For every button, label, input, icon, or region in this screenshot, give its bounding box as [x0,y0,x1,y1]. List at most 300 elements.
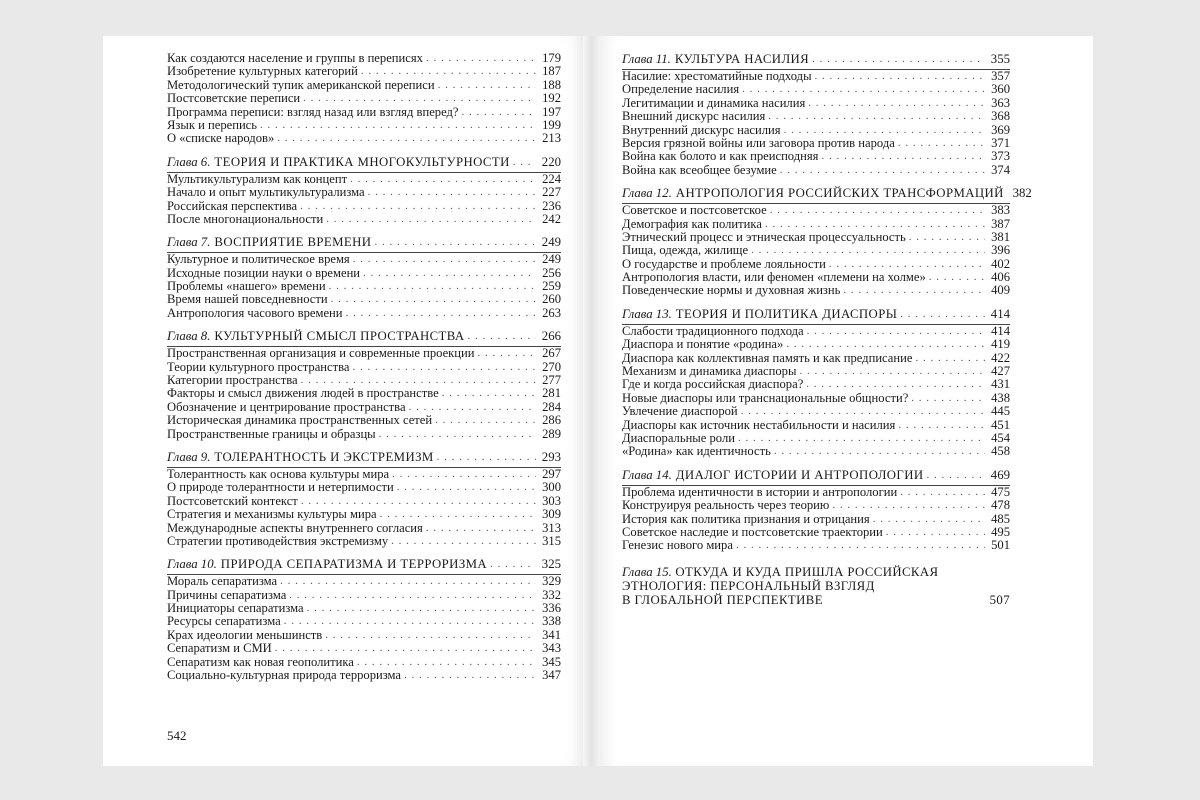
chapter-title: ДИАЛОГ ИСТОРИИ И АНТРОПОЛОГИИ [675,467,924,482]
dot-leader [397,481,536,494]
dot-leader [873,513,985,526]
toc-entry-page: 387 [991,216,1010,231]
dot-leader [741,405,985,418]
toc-entry-title: Антропология часового времени [167,305,343,320]
toc-entry-title: Слабости традиционного подхода [622,323,804,338]
toc-entry-page: 281 [542,386,561,401]
chapter-title: ТЕОРИЯ И ПРАКТИКА МНОГОКУЛЬТУРНОСТИ [214,154,510,169]
toc-entry-title: Увлечение диаспорой [622,404,738,419]
dot-leader [898,419,985,432]
chapter-page-number: 293 [541,449,561,464]
chapter-title: КУЛЬТУРНЫЙ СМЫСЛ ПРОСТРАНСТВА [214,329,465,344]
toc-entry-title: Инициаторы сепаратизма [167,601,304,616]
toc-entry-title: Пространственные границы и образцы [167,426,376,441]
toc-entry-title: Постсоветский контекст [167,493,298,508]
toc-entry [622,392,1010,405]
dot-leader [437,450,536,464]
toc-entry [622,244,1010,257]
dot-leader [806,378,985,391]
toc-entry [622,513,1010,526]
toc-entry [167,629,561,642]
dot-leader [478,347,536,360]
dot-leader [301,495,536,508]
chapter-label: Глава 8. [167,329,211,344]
toc-entry-title: Категории пространства [167,373,298,388]
toc-entry [622,271,1010,284]
toc-entry-page: 313 [542,520,561,535]
dot-leader [289,589,536,602]
toc-entry-title: Диаспоральные роли [622,430,735,445]
toc-entry-page: 414 [991,323,1010,338]
toc-entry [622,137,1010,150]
dot-leader [361,65,536,78]
toc-entry [167,173,561,186]
dot-leader [927,468,986,482]
toc-entry [622,218,1010,231]
toc-entry [167,213,561,226]
toc-entry-page: 458 [991,444,1010,459]
dot-leader [353,361,536,374]
toc-entry-page: 179 [542,50,561,65]
toc-entry-page: 373 [991,149,1010,164]
toc-entry-page: 249 [542,252,561,267]
toc-entry [167,495,561,508]
toc-entry-title: Война как болото и как преисподняя [622,149,819,164]
toc-entry-title: Пища, одежда, жилище [622,243,749,258]
toc-entry-title: Обозначение и центрирование пространства [167,399,406,414]
dot-leader [843,284,985,297]
toc-entry [167,414,561,427]
toc-entry-page: 369 [991,122,1010,137]
toc-entry-page: 338 [542,614,561,629]
toc-entry-title: Определение насилия [622,82,740,97]
dot-leader [765,218,985,231]
dot-leader [331,293,536,306]
dot-leader [832,499,985,512]
toc-entry-page: 303 [542,493,561,508]
toc-entry-page: 297 [542,466,561,481]
toc-entry [167,119,561,132]
toc-entry-title: Ресурсы сепаратизма [167,614,281,629]
dot-leader [808,97,985,110]
dot-leader [898,137,985,150]
dot-leader [329,280,536,293]
chapter-title: АНТРОПОЛОГИЯ РОССИЙСКИХ ТРАНСФОРМАЦИЙ [675,186,1004,201]
chapter-page-number: 414 [990,306,1010,321]
chapter-title: КУЛЬТУРА НАСИЛИЯ [674,52,810,66]
dot-leader [738,432,985,445]
chapter-title: ТЕОРИЯ И ПОЛИТИКА ДИАСПОРЫ [675,306,898,321]
toc-entry-title: Методологический тупик американской переписи [167,77,435,92]
toc-entry-title: Диаспора как коллективная память и как предписание [622,350,913,365]
dot-leader [368,186,536,199]
chapter-page-number: 266 [541,329,561,344]
toc-chapter-heading [167,155,561,169]
toc-entry [167,347,561,360]
toc-entry [622,499,1010,512]
toc-entry-page: 454 [991,430,1010,445]
toc-entry [622,338,1010,351]
toc-entry [167,293,561,306]
toc-entry-title: Где и когда российская диаспора? [622,377,804,392]
toc-entry-page: 270 [542,359,561,374]
dot-leader [900,486,985,499]
page-number: 542 [167,728,187,743]
toc-entry-page: 357 [991,68,1010,83]
toc-entry-title: О «списке народов» [167,131,275,146]
toc-entry-page: 445 [991,404,1010,419]
toc-entry [622,83,1010,96]
toc-entry-page: 363 [991,95,1010,110]
toc-right-column [622,52,1032,607]
toc-entry [167,92,561,105]
toc-entry-title: Теории культурного пространства [167,359,350,374]
toc-entry [622,445,1010,458]
toc-entry [167,656,561,669]
dot-leader [260,119,536,132]
dot-leader [770,204,985,217]
toc-entry-page: 451 [991,417,1010,432]
dot-leader [438,79,536,92]
toc-entry-title: Диаспора и понятие «родина» [622,337,784,352]
toc-chapter-heading [622,565,1010,607]
toc-chapter-heading [622,52,1010,66]
toc-entry [167,186,561,199]
dot-leader [751,244,985,257]
toc-entry [622,526,1010,539]
dot-leader [736,539,985,552]
toc-entry-title: Факторы и смысл движения людей в пространстве [167,386,439,401]
toc-entry-page: 381 [991,229,1010,244]
toc-entry-title: Крах идеологии меньшинств [167,627,323,642]
toc-entry-page: 260 [542,292,561,307]
chapter-page-number: 469 [990,467,1010,482]
toc-entry-title: Механизм и динамика диаспоры [622,364,797,379]
chapter-page-number: 249 [541,235,561,250]
dot-leader [442,387,536,400]
dot-leader [391,535,536,548]
toc-entry-title: Пространственная организация и современные проекции [167,346,475,361]
dot-leader [909,231,985,244]
chapter-label: Глава 6. [167,154,211,169]
dot-leader [426,522,536,535]
toc-entry-page: 199 [542,117,561,132]
dot-leader [392,468,536,481]
dot-leader [774,445,985,458]
toc-entry-page: 431 [991,377,1010,392]
dot-leader [379,428,536,441]
dot-leader [784,124,985,137]
toc-entry-page: 277 [542,373,561,388]
toc-entry [167,669,561,682]
toc-entry-title: Сепаратизм как новая геополитика [167,654,354,669]
toc-entry [167,481,561,494]
toc-entry-title: Насилие: хрестоматийные подходы [622,68,812,83]
toc-entry-title: Демография как политика [622,216,762,231]
toc-entry [622,365,1010,378]
toc-left-column [167,52,561,682]
toc-entry-title: Поведенческие нормы и духовная жизнь [622,283,841,298]
toc-entry-title: «Родина» как идентичность [622,444,771,459]
toc-entry-title: Война как всеобщее безумие [622,162,777,177]
toc-entry [167,602,561,615]
toc-entry-page: 259 [542,279,561,294]
toc-entry-page: 188 [542,77,561,92]
dot-leader [886,526,985,539]
toc-entry-page: 289 [542,426,561,441]
toc-entry [622,284,1010,297]
toc-entry-page: 501 [991,538,1010,553]
toc-entry-page: 371 [991,135,1010,150]
toc-entry [622,124,1010,137]
toc-entry [167,535,561,548]
toc-entry-title: Культурное и политическое время [167,252,350,267]
toc-entry-title: Российская перспектива [167,198,298,213]
toc-entry-page: 396 [991,243,1010,258]
toc-entry [167,361,561,374]
toc-entry-page: 227 [542,185,561,200]
toc-chapter-heading [622,468,1010,482]
dot-leader [284,615,536,628]
toc-chapter-heading [167,235,561,249]
toc-entry-page: 374 [991,162,1010,177]
toc-entry-title: О государстве и проблеме лояльности [622,256,826,271]
toc-entry-title: Версия грязной войны или заговора против народа [622,135,895,150]
dot-leader [404,669,536,682]
toc-entry-page: 224 [542,171,561,186]
toc-entry [167,307,561,320]
dot-leader [409,401,536,414]
chapter-page-number: 507 [989,592,1010,607]
toc-entry-title: Мультикультурализм как концепт [167,171,348,186]
toc-entry-title: Постсоветские переписи [167,91,301,106]
chapter-title: ПРИРОДА СЕПАРАТИЗМА И ТЕРРОРИЗМА [220,557,488,572]
dot-leader [786,338,985,351]
chapter-title: ВОСПРИЯТИЕ ВРЕМЕНИ [214,235,372,250]
toc-entry-page: 409 [991,283,1010,298]
dot-leader [374,235,536,249]
right-page [600,36,1093,766]
toc-entry [622,204,1010,217]
toc-entry-title: Генезис нового мира [622,538,733,553]
dot-leader [350,173,536,186]
toc-entry [622,97,1010,110]
dot-leader [807,325,985,338]
toc-entry [167,374,561,387]
toc-entry-title: Как создаются население и группы в переписях [167,50,423,65]
chapter-label: Глава 9. [167,449,211,464]
dot-leader [307,602,536,615]
toc-entry [167,253,561,266]
toc-entry-title: Легитимации и динамика насилия [622,95,806,110]
toc-entry-page: 286 [542,413,561,428]
dot-leader [346,307,536,320]
toc-entry-page: 402 [991,256,1010,271]
toc-entry-title: Антропология власти, или феномен «племени на холме» [622,270,926,285]
dot-leader [821,150,985,163]
toc-entry-page: 368 [991,109,1010,124]
dot-leader [325,629,536,642]
toc-entry [167,200,561,213]
toc-chapter-heading [167,557,561,571]
toc-entry-title: Внешний дискурс насилия [622,109,766,124]
dot-leader [812,52,985,66]
toc-entry-page: 485 [991,511,1010,526]
toc-entry-page: 419 [991,337,1010,352]
toc-entry [167,387,561,400]
toc-entry-title: Исходные позиции науки о времени [167,265,361,280]
toc-entry [167,642,561,655]
dot-leader [357,656,536,669]
toc-entry-page: 332 [542,587,561,602]
toc-entry-page: 438 [991,390,1010,405]
toc-entry-page: 341 [542,627,561,642]
toc-entry-title: Диаспоры как источник нестабильности и насилия [622,417,896,432]
toc-entry [622,432,1010,445]
toc-entry-page: 242 [542,211,561,226]
toc-entry [622,110,1010,123]
toc-entry-page: 422 [991,350,1010,365]
toc-entry-title: Советское наследие и постсоветские траектории [622,524,883,539]
toc-entry [167,508,561,521]
toc-entry-title: Этнический процесс и этническая процессуальность [622,229,906,244]
toc-entry [167,79,561,92]
toc-entry [622,486,1010,499]
dot-leader [513,155,536,169]
toc-entry-page: 347 [542,668,561,683]
toc-entry [167,106,561,119]
chapter-page-number: 325 [541,557,561,572]
chapter-title: ТОЛЕРАНТНОСТЬ И ЭКСТРЕМИЗМ [214,449,434,464]
toc-entry [167,428,561,441]
toc-chapter-heading [622,186,1032,201]
toc-entry [622,231,1010,244]
dot-leader [280,575,536,588]
toc-entry [622,164,1010,177]
dot-leader [303,92,536,105]
toc-entry-title: Изобретение культурных категорий [167,64,358,79]
toc-entry [622,405,1010,418]
toc-entry [167,401,561,414]
toc-entry [622,150,1010,163]
toc-entry [167,589,561,602]
toc-entry-title: После многонациональности [167,211,324,226]
toc-chapter-heading [167,450,561,464]
toc-entry-title: Причины сепаратизма [167,587,287,602]
toc-entry-page: 187 [542,64,561,79]
dot-leader [462,106,536,119]
dot-leader [301,374,536,387]
chapter-page-number: 382 [1012,186,1032,201]
toc-entry [167,65,561,78]
toc-entry [622,419,1010,432]
toc-entry-page: 197 [542,104,561,119]
chapter-title-line: ЭТНОЛОГИЯ: ПЕРСОНАЛЬНЫЙ ВЗГЛЯД [622,578,875,593]
toc-entry-page: 329 [542,574,561,589]
chapter-label: Глава 15. [622,564,672,579]
toc-entry-page: 406 [991,270,1010,285]
toc-entry [622,539,1010,552]
dot-leader [742,83,985,96]
toc-entry-page: 213 [542,131,561,146]
dot-leader [799,365,985,378]
toc-entry-page: 478 [991,498,1010,513]
dot-leader [353,253,536,266]
chapter-title-line: В ГЛОБАЛЬНОЙ ПЕРСПЕКТИВЕ [622,592,823,607]
toc-entry-title: История как политика признания и отрицания [622,511,870,526]
toc-entry [167,267,561,280]
toc-entry [622,325,1010,338]
dot-leader [780,164,985,177]
toc-entry [622,352,1010,365]
toc-entry-page: 315 [542,533,561,548]
dot-leader [490,557,536,571]
toc-entry-title: Время нашей повседневности [167,292,328,307]
dot-leader [426,52,536,65]
chapter-page-number: 355 [990,52,1010,66]
toc-entry-title: Начало и опыт мультикультурализма [167,185,365,200]
toc-entry-title: Стратегия и механизмы культуры мира [167,507,377,522]
toc-entry-page: 267 [542,346,561,361]
toc-entry-title: Мораль сепаратизма [167,574,278,589]
dot-leader [300,200,536,213]
toc-entry-page: 343 [542,641,561,656]
dot-leader [275,642,536,655]
toc-chapter-heading [622,307,1010,321]
chapter-title-line: ОТКУДА И КУДА ПРИШЛА РОССИЙСКАЯ [675,564,939,579]
toc-entry-page: 236 [542,198,561,213]
toc-entry-title: Толерантность как основа культуры мира [167,466,390,481]
chapter-page-number: 220 [541,154,561,169]
toc-entry [622,258,1010,271]
toc-entry [167,575,561,588]
dot-leader [929,271,985,284]
toc-entry [167,468,561,481]
dot-leader [326,213,536,226]
dot-leader [911,392,985,405]
toc-entry [167,616,561,629]
chapter-label: Глава 10. [167,557,217,572]
chapter-label: Глава 11. [622,52,671,66]
toc-entry-page: 256 [542,265,561,280]
toc-entry-page: 383 [991,203,1010,218]
toc-entry [167,132,561,145]
chapter-label: Глава 7. [167,235,211,250]
toc-chapter-heading [167,329,561,343]
dot-leader [380,508,536,521]
toc-entry-title: О природе толерантности и нетерпимости [167,480,394,495]
dot-leader [900,307,985,321]
toc-entry-title: Международные аспекты внутреннего согласия [167,520,423,535]
toc-entry-page: 360 [991,82,1010,97]
toc-entry-page: 284 [542,399,561,414]
toc-entry-page: 345 [542,654,561,669]
toc-entry-title: Сепаратизм и СМИ [167,641,272,656]
toc-entry-page: 336 [542,601,561,616]
toc-entry-title: Язык и перепись [167,117,258,132]
toc-entry-title: Новые диаспоры или транснациональные общности? [622,390,909,405]
dot-leader [363,267,536,280]
toc-entry-page: 427 [991,364,1010,379]
toc-entry-page: 495 [991,524,1010,539]
dot-leader [915,352,985,365]
toc-entry-title: Стратегии противодействия экстремизму [167,533,389,548]
dot-leader [435,414,536,427]
toc-entry-page: 475 [991,484,1010,499]
dot-leader [815,70,985,83]
toc-entry [167,52,561,65]
toc-entry-page: 309 [542,507,561,522]
